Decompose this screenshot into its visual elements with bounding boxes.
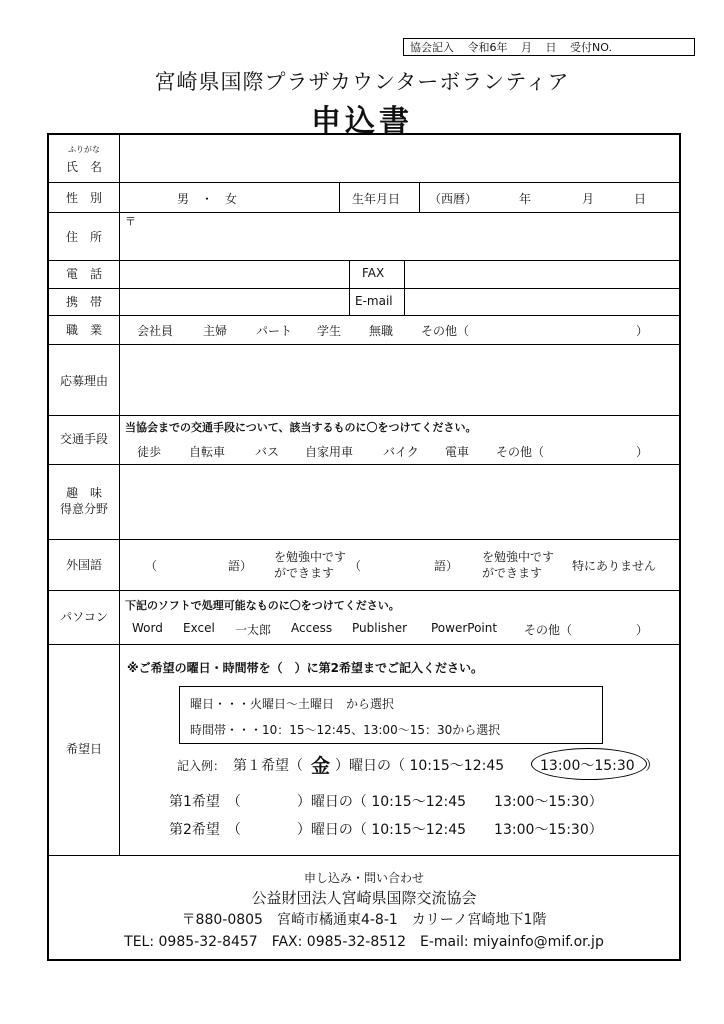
hobby-label: 趣 味: [65, 486, 102, 500]
hobby-field[interactable]: [120, 465, 681, 538]
address-field[interactable]: [120, 213, 681, 259]
example-first-wish: 第１希望（: [233, 758, 303, 774]
pc-software-option[interactable]: 一太郎: [235, 623, 272, 637]
office-day: 日: [545, 41, 557, 54]
specialty-label: 得意分野: [59, 502, 108, 516]
language-can-speak[interactable]: ができます: [482, 566, 543, 580]
pc-software-option[interactable]: Excel: [183, 621, 215, 635]
job-option[interactable]: 無職: [369, 324, 394, 338]
office-era: 令和6年: [467, 41, 508, 54]
contact-address: 〒880-0805 宮崎市橘通東4-8-1 カリーノ宮崎地下1階: [181, 912, 547, 928]
row-divider: [49, 539, 679, 540]
pc-instruction: 下記のソフトで処理可能なものに〇をつけてください。: [125, 599, 400, 612]
schedule-days-info: 曜日・・・火曜日～土曜日 から選択: [190, 697, 395, 711]
example-circled-time: 13:00～15:30: [540, 758, 635, 774]
transport-instruction: 当協会までの交通手段について、該当するものに〇をつけてください。: [125, 421, 477, 434]
fax-label: FAX: [362, 266, 385, 280]
language-paren: （: [145, 559, 158, 573]
postal-mark: 〒: [125, 215, 136, 228]
job-label: 職 業: [65, 323, 102, 337]
job-option[interactable]: 主婦: [203, 324, 228, 338]
row-divider: [49, 644, 679, 645]
pc-software-option[interactable]: Access: [291, 621, 333, 635]
job-option[interactable]: 会社員: [137, 324, 174, 338]
row-divider: [49, 182, 679, 183]
language-suffix: 語）: [228, 559, 253, 573]
job-option[interactable]: パート: [256, 324, 293, 338]
language-paren: （: [349, 559, 362, 573]
contact-heading: 申し込み・問い合わせ: [303, 871, 424, 885]
office-receipt-no: 受付NO.: [570, 41, 612, 54]
transport-option[interactable]: 徒歩: [137, 445, 162, 459]
dob-era: （西暦）: [429, 192, 478, 206]
dob-label: 生年月日: [352, 192, 401, 206]
transport-option-close: ）: [636, 445, 649, 459]
office-month: 月: [521, 41, 532, 54]
row-divider: [49, 260, 679, 261]
dob-day: 日: [634, 192, 647, 206]
schedule-info-box: [179, 686, 603, 744]
cell-divider: [419, 182, 420, 212]
pc-software-close: ）: [636, 623, 649, 637]
name-label: 氏 名: [65, 160, 102, 174]
row-divider: [49, 315, 679, 316]
row-divider: [49, 855, 679, 856]
form-title: 宮崎県国際プラザカウンターボランティア: [154, 70, 570, 94]
language-can-speak[interactable]: ができます: [274, 566, 335, 580]
email-label: E-mail: [355, 294, 393, 308]
transport-option[interactable]: バス: [255, 445, 280, 459]
second-wish-line[interactable]: 第2希望 （ ）曜日の（ 10:15～12:45 13:00～15:30）: [169, 822, 603, 838]
wish-instruction: ※ご希望の曜日・時間帯を（ ）に第2希望までご記入ください。: [127, 661, 484, 675]
reason-label: 応募理由: [59, 374, 108, 388]
first-wish-line[interactable]: 第1希望 （ ）曜日の（ 10:15～12:45 13:00～15:30）: [169, 794, 603, 810]
pc-software-option[interactable]: Word: [132, 621, 163, 635]
pc-software-other[interactable]: その他（: [524, 623, 573, 637]
pc-software-option[interactable]: Publisher: [352, 621, 408, 635]
contact-organization: 公益財団法人宮崎県国際交流協会: [251, 889, 477, 907]
language-studying[interactable]: を勉強中です: [274, 550, 347, 564]
pc-label: パソコン: [60, 610, 108, 624]
row-divider: [49, 590, 679, 591]
example-rest: ）曜日の（ 10:15～12:45: [335, 758, 505, 774]
example-prefix: 記入例：: [177, 759, 226, 773]
schedule-times-info: 時間帯・・・10：15～12:45、13:00～15：30から選択: [190, 723, 501, 737]
transport-option[interactable]: 自家用車: [305, 445, 354, 459]
dob-month: 月: [582, 192, 595, 206]
wish-label: 希望日: [65, 742, 102, 756]
form-subtitle: 申込書: [311, 104, 413, 139]
language-studying[interactable]: を勉強中です: [482, 550, 555, 564]
office-use-box: [403, 38, 695, 56]
job-option-close: ）: [636, 324, 649, 338]
transport-option[interactable]: バイク: [383, 445, 419, 459]
cell-divider: [339, 182, 340, 212]
name-field[interactable]: [120, 135, 681, 182]
job-option-other[interactable]: その他（: [421, 324, 470, 338]
language-label: 外国語: [65, 558, 102, 572]
transport-option[interactable]: 電車: [445, 445, 470, 459]
pc-software-option[interactable]: PowerPoint: [431, 621, 498, 635]
gender-label: 性 別: [65, 191, 102, 205]
office-use-label: 協会記入: [410, 41, 454, 54]
example-day: 金: [311, 755, 331, 777]
furigana-label: ふりがな: [68, 145, 100, 154]
dob-year: 年: [519, 192, 532, 206]
job-option[interactable]: 学生: [317, 324, 342, 338]
cell-divider: [404, 260, 405, 315]
row-divider: [49, 415, 679, 416]
address-label: 住 所: [65, 230, 102, 244]
example-close: ）: [645, 758, 659, 774]
language-none[interactable]: 特にありません: [572, 559, 657, 573]
reason-field[interactable]: [120, 345, 681, 414]
gender-options[interactable]: 男 ・ 女: [177, 192, 238, 206]
transport-option-other[interactable]: その他（: [496, 445, 545, 459]
transport-option[interactable]: 自転車: [189, 445, 226, 459]
language-suffix: 語）: [434, 559, 459, 573]
phone-label: 電 話: [65, 267, 102, 281]
application-form-table: [47, 133, 681, 961]
transport-label: 交通手段: [59, 432, 108, 446]
row-divider: [49, 288, 679, 289]
mobile-label: 携 帯: [65, 295, 102, 309]
contact-phone-email: TEL: 0985-32-8457 FAX: 0985-32-8512 E-mail: miyainfo@mif.or.jp: [124, 934, 604, 950]
cell-divider: [349, 260, 350, 315]
